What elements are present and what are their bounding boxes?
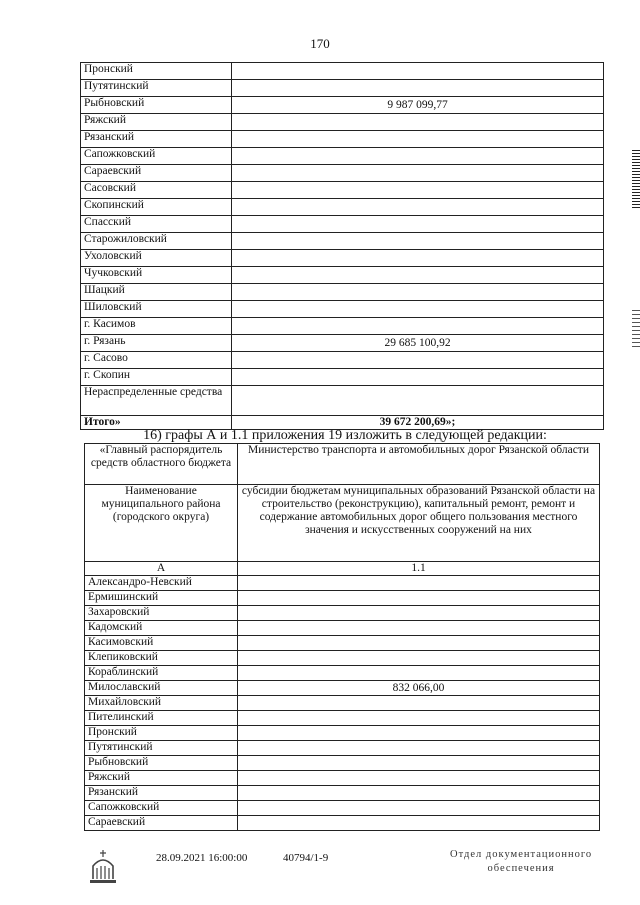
municipality-name: Сасовский: [81, 182, 232, 199]
amount-cell: [232, 386, 604, 416]
municipality-name: Рыбновский: [81, 97, 232, 114]
municipality-name: Касимовский: [85, 636, 238, 651]
budget-table-continued: [80, 62, 604, 430]
municipality-name: Чучковский: [81, 267, 232, 284]
municipality-name: Рязанский: [85, 786, 238, 801]
section-heading: 16) графы А и 1.1 приложения 19 изложить в следующей редакции:: [143, 428, 547, 443]
municipality-name: Скопинский: [81, 199, 232, 216]
municipality-name: Путятинский: [85, 741, 238, 756]
scan-edge-mark: [632, 150, 640, 210]
municipality-name: Ермишинский: [85, 591, 238, 606]
municipality-name: Сараевский: [85, 816, 238, 831]
municipality-name: Кадомский: [85, 621, 238, 636]
table-row: [81, 318, 604, 335]
footer-dept-line1: Отдел документационного: [450, 849, 593, 860]
table-row: [85, 816, 600, 831]
table-row: [85, 681, 600, 696]
table-row: [85, 651, 600, 666]
table-row: [81, 148, 604, 165]
amount-cell: [238, 726, 600, 741]
municipality-name: Рыбновский: [85, 756, 238, 771]
amount-cell: [238, 711, 600, 726]
amount-cell: [232, 267, 604, 284]
amount-cell: [232, 165, 604, 182]
municipality-name: Старожиловский: [81, 233, 232, 250]
amount-cell: [232, 301, 604, 318]
amount-cell: [232, 250, 604, 267]
amount-cell: [232, 284, 604, 301]
amount-cell: [232, 369, 604, 386]
amount-cell: [238, 771, 600, 786]
amount-cell: [238, 651, 600, 666]
municipality-name: Сапожковский: [85, 801, 238, 816]
municipality-name: Путятинский: [81, 80, 232, 97]
column-1-1-label: 1.1: [238, 562, 600, 576]
table-row: [81, 80, 604, 97]
table-row: [85, 786, 600, 801]
table-row: [81, 131, 604, 148]
municipality-name: Клепиковский: [85, 651, 238, 666]
municipality-name: г. Касимов: [81, 318, 232, 335]
municipality-name: Сараевский: [81, 165, 232, 182]
municipality-name: Ухоловский: [81, 250, 232, 267]
duma-emblem-icon: [86, 846, 120, 886]
municipality-name: Нераспределенные средства: [81, 386, 232, 416]
municipality-name: Пронский: [85, 726, 238, 741]
footer-date: 28.09.2021 16:00:00: [156, 852, 248, 864]
municipality-name: Пронский: [81, 63, 232, 80]
table-row: [85, 621, 600, 636]
amount-cell: [238, 756, 600, 771]
municipality-name: Александро-Невский: [85, 576, 238, 591]
table-row: [81, 63, 604, 80]
amount-cell: 9 987 099,77: [232, 97, 604, 114]
scan-edge-mark: [632, 310, 640, 350]
amount-cell: [232, 148, 604, 165]
table-row: [81, 386, 604, 416]
table-row: [81, 97, 604, 114]
table-row: [85, 606, 600, 621]
table-row: [85, 801, 600, 816]
amount-cell: [238, 801, 600, 816]
table-row: [81, 233, 604, 250]
table-row: [81, 114, 604, 131]
municipality-name: Кораблинский: [85, 666, 238, 681]
amount-cell: [232, 80, 604, 97]
header-ministry-name: Министерство транспорта и автомобильных дорог Рязанской области: [238, 444, 600, 485]
municipality-name: Милославский: [85, 681, 238, 696]
table-row: [85, 576, 600, 591]
page-number: 170: [310, 36, 330, 51]
amount-cell: [238, 591, 600, 606]
amount-cell: [232, 216, 604, 233]
municipality-name: Шиловский: [81, 301, 232, 318]
municipality-name: Рязанский: [81, 131, 232, 148]
table-row: [81, 284, 604, 301]
municipality-name: г. Скопин: [81, 369, 232, 386]
amount-cell: [232, 182, 604, 199]
table-row: [81, 369, 604, 386]
municipality-name: Захаровский: [85, 606, 238, 621]
amount-cell: 832 066,00: [238, 681, 600, 696]
municipality-name: Пителинский: [85, 711, 238, 726]
amount-cell: [238, 666, 600, 681]
column-a-label: А: [85, 562, 238, 576]
amount-cell: [238, 786, 600, 801]
table-row: [81, 199, 604, 216]
amount-cell: [238, 636, 600, 651]
municipality-name: Михайловский: [85, 696, 238, 711]
municipality-name: Сапожковский: [81, 148, 232, 165]
table-row: [81, 250, 604, 267]
municipality-name: г. Сасово: [81, 352, 232, 369]
amount-cell: [238, 696, 600, 711]
amount-cell: [238, 576, 600, 591]
footer-department-stamp: [450, 848, 592, 876]
table-row: [85, 591, 600, 606]
table-row: [85, 771, 600, 786]
table-row: [81, 182, 604, 199]
table-row: [81, 267, 604, 284]
amount-cell: [238, 621, 600, 636]
municipality-name: Шацкий: [81, 284, 232, 301]
total-label: Итого»: [81, 416, 232, 430]
amount-cell: [232, 63, 604, 80]
table-row: [85, 696, 600, 711]
municipality-name: Ряжский: [85, 771, 238, 786]
municipality-name: Ряжский: [81, 114, 232, 131]
table-row: [85, 726, 600, 741]
footer-doc-code: 40794/1-9: [283, 852, 329, 864]
amount-cell: [232, 318, 604, 335]
amount-cell: [232, 199, 604, 216]
amount-cell: [232, 114, 604, 131]
header-municipality-label: Наименование муниципального района (городского округа): [85, 485, 238, 562]
table-row: [81, 216, 604, 233]
appendix-19-table: [84, 443, 600, 831]
table-row: [85, 756, 600, 771]
table-row: [81, 165, 604, 182]
footer-dept-line2: обеспечения: [487, 863, 555, 874]
amount-cell: [232, 233, 604, 250]
amount-cell: 29 685 100,92: [232, 335, 604, 352]
table-row: [81, 301, 604, 318]
table-row: [81, 335, 604, 352]
municipality-name: г. Рязань: [81, 335, 232, 352]
amount-cell: [232, 352, 604, 369]
table-row: [81, 352, 604, 369]
amount-cell: [238, 606, 600, 621]
table-row: [85, 711, 600, 726]
table-row: [85, 666, 600, 681]
table-row: [85, 741, 600, 756]
amount-cell: [238, 741, 600, 756]
amount-cell: [238, 816, 600, 831]
header-subsidy-description: субсидии бюджетам муниципальных образований Рязанской области на строительство (реконструкцию), капитальный ремонт, ремонт и содержание автомобильных дорог общего пользования местного значения и искусственных сооружений на них: [238, 485, 600, 562]
municipality-name: Спасский: [81, 216, 232, 233]
total-value: 39 672 200,69»;: [232, 416, 604, 430]
table-row: [85, 636, 600, 651]
amount-cell: [232, 131, 604, 148]
header-distributor-label: «Главный распорядитель средств областного бюджета: [85, 444, 238, 485]
